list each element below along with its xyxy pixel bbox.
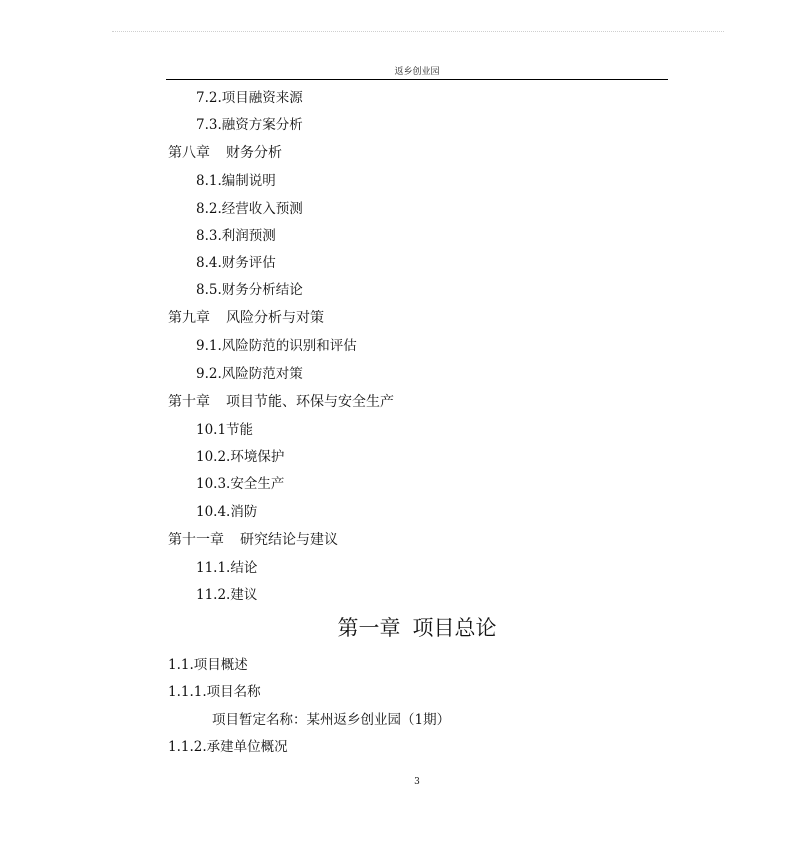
toc-chapter-10-number: 第十章 — [168, 394, 210, 410]
project-name-paragraph: 项目暂定名称：某州返乡创业园（1期） — [212, 712, 451, 728]
toc-chapter-11-number: 第十一章 — [168, 532, 224, 548]
toc-item-11-2[interactable]: 11.2.建议 — [196, 587, 258, 603]
toc-item-10-2[interactable]: 10.2.环境保护 — [196, 449, 285, 465]
section-1-1-1-heading: 1.1.1.项目名称 — [168, 684, 261, 700]
toc-item-7-2[interactable]: 7.2.项目融资来源 — [196, 90, 303, 106]
toc-chapter-8-number: 第八章 — [168, 145, 210, 161]
toc-chapter-9[interactable] — [168, 310, 324, 326]
toc-item-8-3[interactable]: 8.3.利润预测 — [196, 228, 276, 244]
toc-chapter-8-title: 财务分析 — [226, 145, 282, 161]
toc-chapter-11[interactable] — [168, 532, 338, 548]
toc-chapter-10-title: 项目节能、环保与安全生产 — [226, 394, 394, 410]
section-1-1-2-heading: 1.1.2.承建单位概况 — [168, 739, 288, 755]
toc-item-10-3[interactable]: 10.3.安全生产 — [196, 476, 285, 492]
toc-item-9-2[interactable]: 9.2.风险防范对策 — [196, 366, 303, 382]
running-header-title: 返乡创业园 — [394, 67, 440, 77]
toc-chapter-9-number: 第九章 — [168, 310, 210, 326]
toc-item-7-3[interactable]: 7.3.融资方案分析 — [196, 117, 303, 133]
toc-item-8-1[interactable]: 8.1.编制说明 — [196, 173, 276, 189]
toc-item-11-1[interactable]: 11.1.结论 — [196, 560, 258, 576]
page-number: 3 — [414, 777, 420, 787]
toc-chapter-9-title: 风险分析与对策 — [226, 310, 324, 326]
toc-item-8-4[interactable]: 8.4.财务评估 — [196, 255, 276, 271]
chapter-1-heading-number: 第一章 — [337, 616, 401, 640]
chapter-1-heading-title: 项目总论 — [412, 616, 497, 640]
chapter-1-heading — [166, 615, 668, 641]
running-header-rule — [166, 79, 668, 80]
toc-chapter-11-title: 研究结论与建议 — [240, 532, 338, 548]
toc-chapter-8[interactable] — [168, 145, 282, 161]
toc-item-8-2[interactable]: 8.2.经营收入预测 — [196, 201, 303, 217]
toc-chapter-10[interactable] — [168, 394, 394, 410]
page-top-dotted-rule — [112, 31, 724, 32]
toc-item-8-5[interactable]: 8.5.财务分析结论 — [196, 282, 303, 298]
section-1-1-heading: 1.1.项目概述 — [168, 657, 248, 673]
toc-item-10-4[interactable]: 10.4.消防 — [196, 504, 258, 520]
toc-item-10-1[interactable]: 10.1节能 — [196, 422, 254, 438]
toc-item-9-1[interactable]: 9.1.风险防范的识别和评估 — [196, 338, 357, 354]
